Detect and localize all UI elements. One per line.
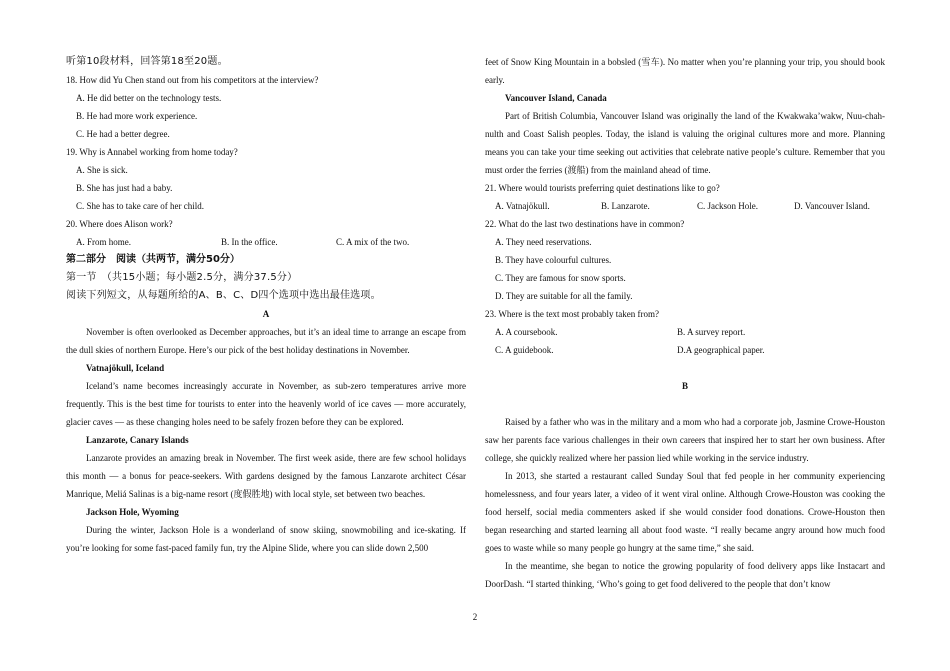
paragraph-b-3: In the meantime, she began to notice the growing popularity of food delivery apps like Instacart and DoorDash. “I started thinking, ‘Who’s going to get food delivered to the people that don’t know: [485, 561, 885, 589]
page-number: 2: [472, 612, 478, 622]
spacer: [485, 395, 885, 413]
paragraph-b-2: In 2013, she started a restaurant called Sunday Soul that fed people in her community experiencing homelessness, and four years later, a video of it went viral online. Although Crowe-Houston was cooking the food herself, social media commenters asked if she would consider food donations. Crowe-Houston then began researching and started learning all about food waste. “I really became angry around how much food goes to waste while so many people go hungry at the same time,” she said.: [485, 471, 885, 553]
right-column: [485, 53, 885, 593]
q23-options-row-1: [485, 323, 885, 341]
heading-jackson-hole: Jackson Hole, Wyoming: [86, 507, 179, 517]
question-18: 18. How did Yu Chen stand out from his competitors at the interview?: [66, 75, 319, 85]
question-22: 22. What do the last two destinations have in common?: [485, 219, 685, 229]
q21-option-c: C. Jackson Hole.: [697, 201, 758, 211]
spacer: [485, 359, 885, 377]
q21-option-b: B. Lanzarote.: [601, 201, 650, 211]
question-23: 23. Where is the text most probably taken from?: [485, 309, 660, 319]
q22-option-a: A. They need reservations.: [495, 237, 592, 247]
reading-instruction: 阅读下列短文，从每题所给的A、B、C、D四个选项中选出最佳选项。: [66, 290, 381, 301]
question-19: 19. Why is Annabel working from home today?: [66, 147, 238, 157]
q18-option-b: B. He had more work experience.: [76, 111, 198, 121]
heading-vatnajokull: Vatnajökull, Iceland: [86, 363, 165, 373]
passage-b-label: B: [681, 381, 688, 391]
q23-options-row-2: [485, 341, 885, 359]
paragraph-jackson-hole: During the winter, Jackson Hole is a wonderland of snow skiing, snowmobiling and ice-skating. If you’re looking for some fast-paced family fun, try the Alpine Slide, where you can slide down 2,500: [66, 525, 466, 553]
q23-option-a: A. A coursebook.: [495, 327, 558, 337]
passage-a-label: A: [262, 309, 270, 319]
question-20: 20. Where does Alison work?: [66, 219, 173, 229]
q20-option-b: B. In the office.: [221, 237, 278, 247]
paragraph-vancouver-island: Part of British Columbia, Vancouver Island was originally the land of the Kwakwaka’wakw, Nuu-chah-nulth and Coast Salish peoples. Today, the island is valuing the original cultures more and more. Planning means you can take your time seeking out activities that celebrate native people’s culture. Remember that you must order the ferries (渡船) from the mainland ahead of time.: [485, 111, 885, 175]
q19-option-c: C. She has to take care of her child.: [76, 201, 204, 211]
listening-instruction: 听第10段材料，回答第18至20题。: [66, 56, 228, 67]
paragraph-jackson-hole-continued: feet of Snow King Mountain in a bobsled (雪车). No matter when you’re planning your trip, you should book early.: [485, 57, 885, 85]
q21-option-a: A. Vatnajökull.: [495, 201, 550, 211]
q22-option-c: C. They are famous for snow sports.: [495, 273, 626, 283]
q22-option-b: B. They have colourful cultures.: [495, 255, 612, 265]
section-one-heading: 第一节 （共15小题；每小题2.5分，满分37.5分）: [66, 272, 298, 283]
q18-option-c: C. He had a better degree.: [76, 129, 170, 139]
q20-option-a: A. From home.: [76, 237, 131, 247]
q21-options: [485, 197, 885, 215]
paragraph-b-1: Raised by a father who was in the military and a mom who had a corporate job, Jasmine Crowe-Houston saw her parents face various challenges in their own careers that inspired her to start her own business. After college, she quickly realized where her passion lied while working in the service industry.: [485, 417, 885, 463]
passage-a-intro: November is often overlooked as December approaches, but it’s an ideal time to arrange an escape from the dull skies of northern Europe. Here’s our pick of the best holiday destinations in November.: [66, 327, 466, 355]
left-column: [66, 53, 466, 557]
q21-option-d: D. Vancouver Island.: [794, 201, 870, 211]
part-two-heading: 第二部分 阅读（共两节，满分50分）: [66, 254, 240, 265]
q19-option-b: B. She has just had a baby.: [76, 183, 173, 193]
heading-vancouver-island: Vancouver Island, Canada: [505, 93, 607, 103]
q23-option-c: C. A guidebook.: [495, 345, 554, 355]
q20-option-c: C. A mix of the two.: [336, 237, 410, 247]
question-21: 21. Where would tourists preferring quiet destinations like to go?: [485, 183, 720, 193]
q18-option-a: A. He did better on the technology tests.: [76, 93, 222, 103]
paragraph-vatnajokull: Iceland’s name becomes increasingly accurate in November, as sub-zero temperatures arrive more frequently. This is the best time for tourists to enter into the heavenly world of ice caves — more accurately, glacier caves — as these changing holes need to be safely frozen before they can be explored.: [66, 381, 466, 427]
heading-lanzarote: Lanzarote, Canary Islands: [86, 435, 189, 445]
q23-option-b: B. A survey report.: [677, 327, 746, 337]
q23-option-d: D.A geographical paper.: [677, 345, 765, 355]
paragraph-lanzarote: Lanzarote provides an amazing break in November. The first week aside, there are few school holidays this month — a bonus for peace-seekers. With gardens designed by the famous Lanzarote architect César Manrique, Meliá Salinas is a big-name resort (度假胜地) with local style, set between two beaches.: [66, 453, 466, 499]
q20-options: [66, 233, 466, 251]
q22-option-d: D. They are suitable for all the family.: [495, 291, 633, 301]
q19-option-a: A. She is sick.: [76, 165, 128, 175]
